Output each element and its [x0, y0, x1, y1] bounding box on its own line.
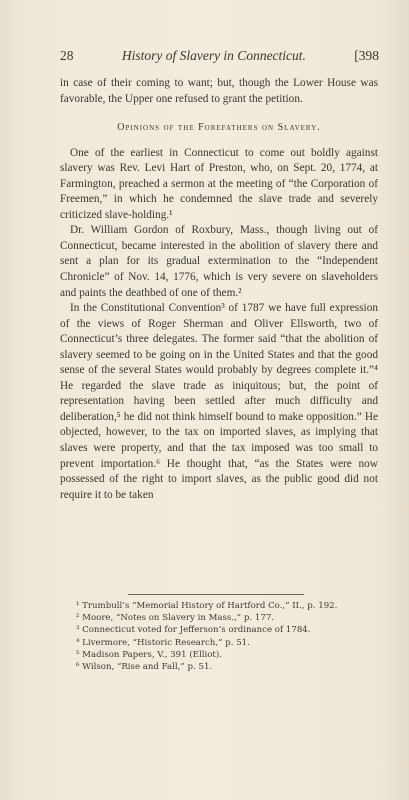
section-heading: Opinions of the Forefathers on Slavery.	[117, 122, 321, 134]
footnote-3: ³ Connecticut voted for Jefferson’s ordinance of 1784.	[76, 625, 311, 636]
footnotes	[76, 600, 376, 673]
page-number: 28	[60, 48, 74, 63]
running-title: History of Slavery in Connecticut.	[121, 48, 306, 63]
footnote-4: ⁴ Livermore, “Historic Research,” p. 51.	[76, 637, 250, 648]
paragraph-hart: One of the earliest in Connecticut to come out boldly against slavery was Rev. Levi Hart of Preston, who, on Sept. 20, 1774, at Farmington, preached a sermon at the meeting of “the Corporation of Freemen,” in which he condemned the slave trade and severely criticized slave-holding.¹	[60, 146, 378, 221]
footnote-1: ¹ Trumbull’s “Memorial History of Hartford Co.,” II., p. 192.	[76, 601, 338, 611]
footnote-5: ⁵ Madison Papers, V., 391 (Elliot).	[76, 649, 222, 660]
bracket-page-number: [398	[354, 48, 379, 63]
intro-paragraph: in case of their coming to want; but, though the Lower House was favorable, the Upper one refused to grant the petition.	[60, 77, 378, 105]
footnote-6: ⁶ Wilson, “Rise and Fall,” p. 51.	[76, 662, 213, 673]
footnote-divider	[128, 594, 304, 595]
paragraph-convention: In the Constitutional Convention³ of 1787 we have full expression of the views of Roger Sherman and Oliver Ellsworth, two of Connecticut’s three delegates. The former said “that the abolition of slavery seemed to be going on in the United States and that the good sense of the several States would probably by degrees complete it.”⁴ He regarded the slave trade as iniquitous; but, the point of representation having been settled after much difficulty and deliberation,⁵ he did not think himself bound to make opposition.” He objected, however, to the tax on imported slaves, as implying that slaves were property, and that the tax imposed was too small to prevent importation.⁶ He thought that, “as the States were now possessed of the right to import slaves, as the public good did not require it to be taken	[60, 302, 378, 501]
footnote-2: ² Moore, “Notes on Slavery in Mass.,” p. 177.	[76, 613, 275, 624]
running-header	[60, 48, 379, 64]
paragraph-gordon: Dr. William Gordon of Roxbury, Mass., though living out of Connecticut, became interested in the abolition of slavery there and sent a plan for its gradual extermination to the “Independent Chronicle” of Nov. 14, 1776, which is very severe on slaveholders and paints the deathbed of one of them.²	[60, 224, 378, 299]
body-text	[60, 76, 378, 503]
